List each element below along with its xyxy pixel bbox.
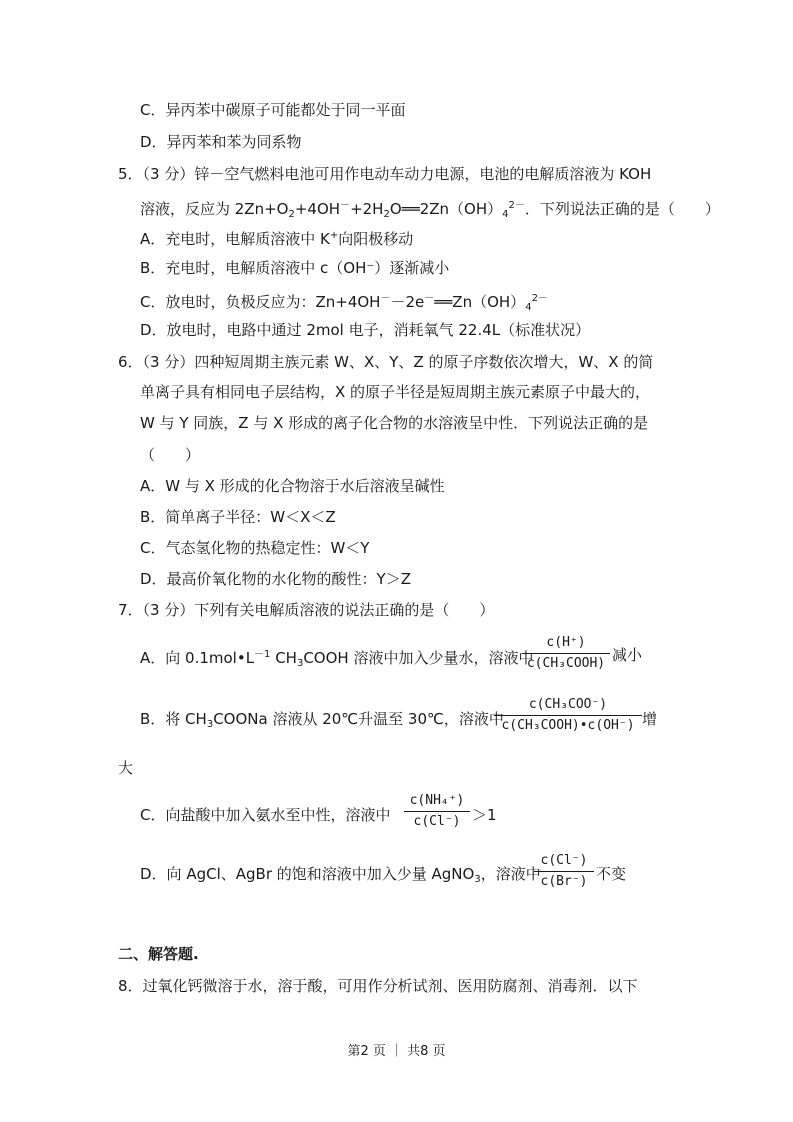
- q7-option-b-wrap: 大: [118, 759, 134, 777]
- fraction-bar: [522, 653, 610, 654]
- q7-option-b-text: B．将 $CH_3COONa$ 溶液从 20℃升温至 30℃，溶液中: [140, 710, 504, 730]
- q7-option-a-text: A．向 $0.1mol•L^{-1}$ $CH_3COOH$ 溶液中加入少量水，溶液中: [140, 649, 534, 669]
- q7-option-c-result: ＞1: [472, 806, 497, 824]
- q7-option-d-text: D．向 AgCl、AgBr 的饱和溶液中加入少量 AgNO$_3$，溶液中: [140, 865, 541, 885]
- q7-option-c-text: C．向盐酸中加入氨水至中性，溶液中: [140, 806, 391, 824]
- q7-option-d-fraction: [534, 852, 594, 891]
- q6-stem-line4: （ ）: [140, 446, 201, 464]
- q7-option-a-result: 减小: [612, 646, 643, 664]
- fraction-bar: [404, 811, 470, 812]
- q7-option-b-result: 增: [642, 710, 658, 728]
- q7-option-a-fraction: [522, 634, 610, 673]
- fraction-denominator: c(Cl⁻): [413, 814, 461, 829]
- q7-option-d-result: 不变: [596, 865, 627, 883]
- q5-stem-line1: 5．（3 分）锌－空气燃料电池可用作电动车动力电源，电池的电解质溶液为 KOH: [118, 165, 652, 183]
- fraction-numerator: c(NH₄⁺): [409, 793, 465, 808]
- fraction-bar: [534, 871, 594, 872]
- q7-option-c-fraction: [404, 792, 470, 831]
- fraction-numerator: c(CH₃COO⁻): [528, 697, 608, 712]
- fraction-denominator: c(Br⁻): [540, 874, 588, 889]
- q5-option-a: A．充电时，电解质溶液中 K+向阳极移动: [140, 230, 414, 248]
- q6-option-b: B．简单离子半径：W＜X＜Z: [140, 508, 336, 526]
- q5-stem-line2: 溶液，反应为 $2Zn+O_2+4OH^-+2H_2O══2Zn(OH)_4^{2-}$．下列说法正确的是（ ）: [140, 200, 720, 220]
- q7-option-b-fraction: [494, 696, 642, 735]
- fraction-numerator: c(H⁺): [546, 635, 586, 650]
- fraction-denominator: c(CH₃COOH)•c(OH⁻): [501, 718, 635, 733]
- q6-option-a: A．W 与 X 形成的化合物溶于水后溶液呈碱性: [140, 477, 445, 495]
- q5-option-b: B．充电时，电解质溶液中 c（OH⁻）逐渐减小: [140, 259, 450, 277]
- q5-option-d: D．放电时，电路中通过 2mol 电子，消耗氧气 22.4L（标准状况）: [140, 321, 591, 339]
- q4-option-c: C．异丙苯中碳原子可能都处于同一平面: [140, 101, 406, 119]
- q5-option-c: C．放电时，负极反应为：$Zn+4OH^--2e^-══Zn(OH)_4^{2-}$: [140, 293, 548, 313]
- q6-stem-line3: W 与 Y 同族，Z 与 X 形成的离子化合物的水溶液呈中性．下列说法正确的是: [140, 414, 649, 432]
- q8-stem-line1: 8．过氧化钙微溶于水，溶于酸，可用作分析试剂、医用防腐剂、消毒剂．以下: [118, 977, 638, 995]
- q6-option-c: C．气态氢化物的热稳定性：W＜Y: [140, 539, 370, 557]
- fraction-bar: [494, 715, 642, 716]
- q7-stem: 7．（3 分）下列有关电解质溶液的说法正确的是（ ）: [118, 601, 495, 619]
- section-heading: 二、解答题.: [118, 945, 199, 963]
- q6-option-d: D．最高价氧化物的水化物的酸性：Y＞Z: [140, 570, 411, 588]
- fraction-numerator: c(Cl⁻): [540, 853, 588, 868]
- q6-stem-line2: 单离子具有相同电子层结构，X 的原子半径是短周期主族元素原子中最大的，: [140, 383, 651, 401]
- page-footer: 第2 页 ｜ 共8 页: [347, 1044, 446, 1059]
- q6-stem-line1: 6．（3 分）四种短周期主族元素 W、X、Y、Z 的原子序数依次增大，W、X 的简: [118, 353, 654, 371]
- q4-option-d: D．异丙苯和苯为同系物: [140, 133, 302, 151]
- fraction-denominator: c(CH₃COOH): [526, 656, 606, 671]
